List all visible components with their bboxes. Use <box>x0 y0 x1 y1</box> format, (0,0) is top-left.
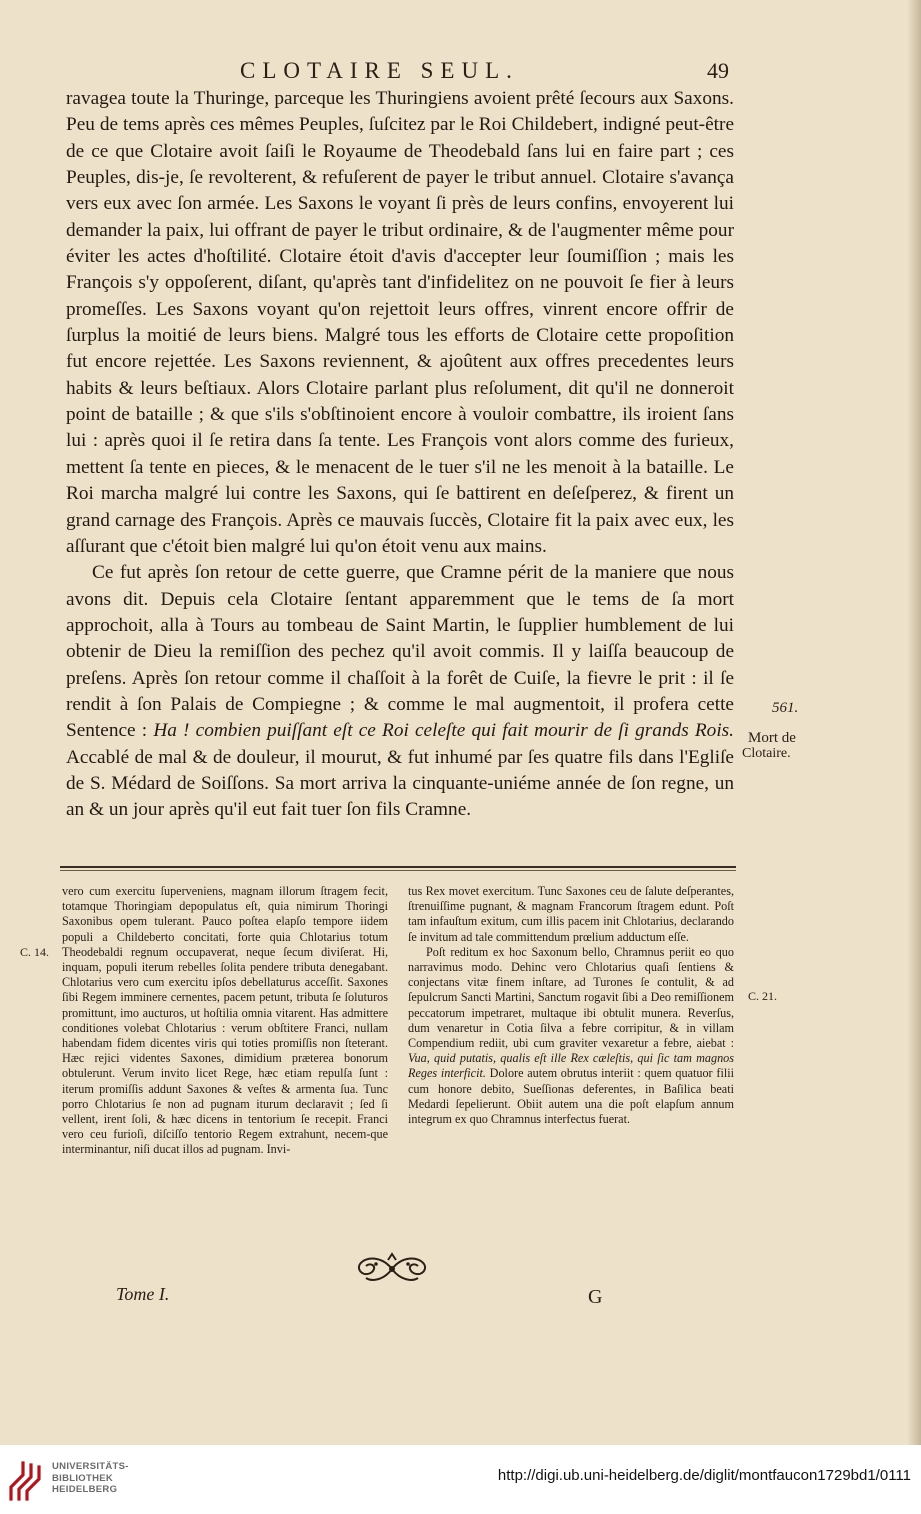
page-number: 49 <box>707 58 729 83</box>
footnote-right-text-a: Poſt reditum ex hoc Saxonum bello, Chramnus periit eo quo narravimus modo. Dehinc vero Chlotarius quaſi ſentiens & conjectans vitæ finem inſtare, ad Turones ſe contulit, & ad ſepulcrum Sancti Martini, Sanctum rogavit ſibi a Deo remiſſionem peccatorum impetraret, multaque ibi obtulit munera. Reverſus, dum venaretur in Cotia ſilva a febre corripitur, & in villam Compendium rediit, ubi cum graviter vexaretur a febre, aiebat : <box>408 944 734 1051</box>
library-name-line2: BIBLIOTHEK <box>52 1472 114 1484</box>
footnote-rule <box>60 866 736 868</box>
library-name <box>52 1461 129 1496</box>
footnote-ref-right: C. 21. <box>748 989 778 1003</box>
main-paragraph-1: ravagea toute la Thuringe, parceque les Thuringiens avoient prêté ſecours aux Saxons. Peu de tems après ces mêmes Peuples, ſuſcitez par le Roi Childebert, indigné peut-être de ce que Clotaire avoit ſaiſi le Royaume de Theodebald ſans lui en faire part ; ces Peuples, dis-je, ſe revolterent, & refuſerent de payer le tribut annuel. Clotaire s'avança vers eux avec ſon armée. Les Saxons le voyant ſi près de leurs confins, envoyerent lui demander la paix, lui offrant de payer le tribut ordinaire, & de l'augmenter même pour éviter les actes d'hoſtilité. Clotaire étoit d'avis d'accepter leur ſoumiſſion ; mais les François s'y oppoſerent, diſant, qu'après tant d'infidelitez on ne pouvoit ſe fier à leurs promeſſes. Les Saxons voyant qu'on rejettoit leurs offres, vinrent encore offrir de ſurplus la moitié de leurs biens. Malgré tous les efforts de Clotaire cette propoſition fut encore rejettée. Les Saxons reviennent, & ajoûtent aux offres precedentes leurs habits & leurs beſtiaux. Alors Clotaire parlant plus reſolument, dit qu'il ne donneroit point de bataille ; & que s'ils s'obſtinoient encore à vouloir combattre, ils iroient ſans lui : après quoi il ſe retira dans ſa tente. Les François vont alors comme des furieux, mettent ſa tente en pieces, & le menacent de le tuer s'il ne les menoit à la bataille. Le Roi marcha malgré lui contre les Saxons, qui ſe battirent en deſeſperez, & firent un grand carnage des François. Après ce mauvais ſuccès, Clotaire fit la paix avec eux, les aſſurant que c'étoit bien malgré lui qu'on étoit venu aux mains. <box>66 88 734 557</box>
footnote-column-left <box>62 884 388 1158</box>
footnote-right-paragraph-1: tus Rex movet exercitum. Tunc Saxones ceu de ſalute deſperantes, ſtrenuiſſime pugnant, & magnam Francorum ſtragem edunt. Poſt tam infauſtum exitum, cum illis pacem init Chlotarius, declarando ſe invitum ad tale committendum prœlium adductum eſſe. <box>408 884 734 944</box>
footnote-column-right <box>408 884 734 1127</box>
permalink-url[interactable]: http://digi.ub.uni-heidelberg.de/diglit/montfaucon1729bd1/0111 <box>497 1467 911 1484</box>
volume-signature: Tome I. <box>116 1284 170 1304</box>
library-name-line1: UNIVERSITÄTS- <box>52 1461 129 1472</box>
margin-year: 561. <box>772 700 799 716</box>
paragraph-2-quote: Ha ! combien puiſſant eſt ce Roi celeſte qui fait mourir de ſi grands Rois. <box>153 720 735 742</box>
university-library-logo-icon[interactable] <box>8 1459 44 1503</box>
main-paragraph-2 <box>66 560 734 823</box>
paragraph-2-text-b: Accablé de mal & de douleur, il mourut, & fut inhumé par ſes quatre fils dans l'Egliſe de S. Médard de Soiſſons. Sa mort arriva la cinquante-uniéme année de ſon regne, un an & un jour après qu'il eut fait tuer ſon fils Cramne. <box>66 746 734 821</box>
sheet-mark: G <box>588 1286 603 1308</box>
running-head: CLOTAIRE SEUL. <box>240 58 519 83</box>
footnote-left-text: vero cum exercitu ſuperveniens, magnam illorum ſtragem fecit, totamque Thoringiam depopulatus eſt, quia nimirum Thoringi Saxonibus opem tulerant. Pauco poſtea elapſo tempore iidem populi a Childeberto concitati, forte quia Chlotarius totum Theodebaldi regnum occupaverat, neque ſecum diviſerat. Hi, inquam, populi iterum rebelles ſolita pendere tributa denegabant. Chlotarius vero cum exercitu ipſos debellaturus acceſſit. Saxones ſibi Regem imminere cernentes, pacem petunt, tributa ſe ſoluturos promittunt, imo aucturos, ut hoſtilia omnia vitarent. Has admittere conditiones volebat Chlotarius : verum obſtitere Franci, nullam habendam fidem dicentes viris qui toties promiſſis non ſteterant. Hæc rejici videntes Saxones, dimidium præterea bonorum obtulerunt. Verum invito licet Rege, hæc etiam repulſa ſunt : iterum promiſſis addunt Saxones & veſtes & armenta ſua. Tunc porro Chlotarius ſe non ad pugnam iturum declaravit ; ſed ſi vellent, irent ſoli, & hæc dicens in tentorium ſe recepit. Franci vero ceu furioſi, diſciſſo tentorio Regem extrahunt, necem-que interminantur, niſi ducat illos ad pugnam. Invi- <box>62 884 388 1157</box>
margin-note-line2: Clotaire. <box>742 746 791 761</box>
main-text <box>66 86 734 824</box>
footnote-rule-thin <box>60 870 736 871</box>
margin-note-line1: Mort de <box>748 730 796 746</box>
footnote-right-quote: Vua, quid putatis, qualis eſt ille Rex cæleſtis, qui ſic tam magnos Reges interficit. <box>408 1051 734 1081</box>
paragraph-2-text-a: Ce fut après ſon retour de cette guerre, que Cramne périt de la maniere que nous avons dit. Depuis cela Clotaire ſentant apparemment que le tems de ſa mort approchoit, alla à Tours au tombeau de Saint Martin, le ſupplier humblement de lui obtenir de Dieu la remiſſion des pechez qu'il avoit commis. Il y laiſſa beaucoup de preſens. Après ſon retour comme il chaſſoit à la forêt de Cuiſe, la fievre le prit : il ſe rendit à ſon Palais de Compiegne ; & comme le mal augmentoit, il profera cette Sentence : <box>66 562 734 742</box>
footnote-ref-left: C. 14. <box>20 945 50 959</box>
ornament-icon <box>352 1252 432 1286</box>
library-name-line3: HEIDELBERG <box>52 1484 118 1495</box>
library-footer <box>0 1445 921 1514</box>
footnote-right-paragraph-2 <box>408 945 734 1127</box>
footnote-right-text-b: Dolore autem obrutus interiit : quem quatuor filii cum honore debito, Sueſſionas deferentes, in Baſilica beati Medardi ſepelierunt. Obiit autem una die poſt elapſum annum integrum ex quo Chramnus interfectus fuerat. <box>408 1066 734 1127</box>
